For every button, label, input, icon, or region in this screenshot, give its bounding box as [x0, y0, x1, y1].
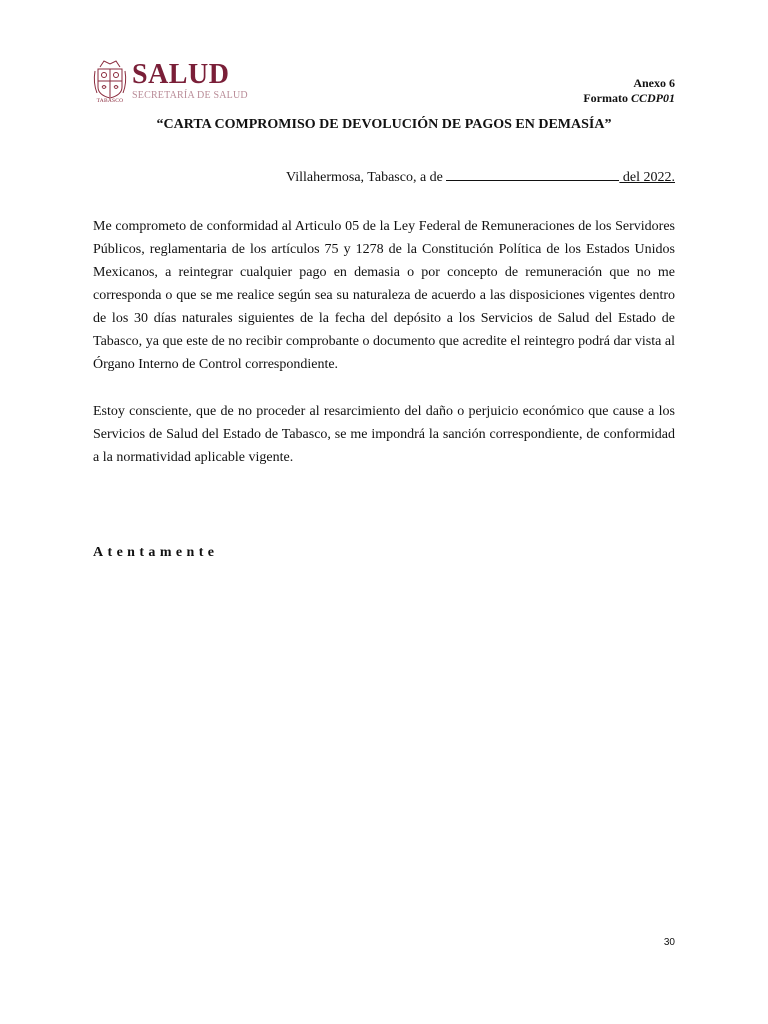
- annex-number: Anexo 6: [633, 76, 675, 90]
- date-blank-month: [571, 168, 619, 181]
- date-blank-day-month: [446, 168, 571, 181]
- closing-text: Atentamente: [93, 545, 219, 560]
- salud-logo: [92, 57, 248, 107]
- annex-block: [583, 76, 675, 106]
- seal-label: TABASCO: [96, 98, 124, 104]
- brand-subtitle: SECRETARÍA DE SALUD: [132, 90, 248, 101]
- consent-paragraph: Estoy consciente, que de no proceder al resarcimiento del daño o perjuicio económico que cause a los Servicios de Salud del Estado de Tabasco, se me impondrá la sanción correspondiente, de conformidad a la normatividad aplicable vigente.: [93, 404, 675, 465]
- document-title: “CARTA COMPROMISO DE DEVOLUCIÓN DE PAGOS EN DEMASÍA”: [156, 117, 612, 132]
- date-line: [286, 168, 675, 186]
- brand-name: SALUD: [132, 59, 230, 90]
- format-line: [583, 91, 675, 106]
- format-code: CCDP01: [630, 91, 675, 105]
- format-prefix: Formato: [583, 91, 631, 105]
- page-number: 30: [663, 937, 675, 948]
- date-prefix: Villahermosa, Tabasco, a de: [285, 170, 447, 185]
- date-suffix: del 2022.: [619, 170, 675, 185]
- commitment-paragraph: Me comprometo de conformidad al Articulo 05 de la Ley Federal de Remuneraciones de los Servidores Públicos, reglamentaria de los artículos 75 y 1278 de la Constitución Política de los Estados Unidos Mexicanos, a reintegrar cualquier pago en demasia o por concepto de remuneración que no me corresponda o que se me realice según sea su naturaleza de acuerdo a las disposiciones vigentes dentro de los 30 días naturales siguientes de la fecha del depósito a los Servicios de Salud del Estado de Tabasco, ya que este de no recibir comprobante o documento que acredite el reintegro podrá dar vista al Órgano Interno de Control correspondiente.: [93, 219, 675, 372]
